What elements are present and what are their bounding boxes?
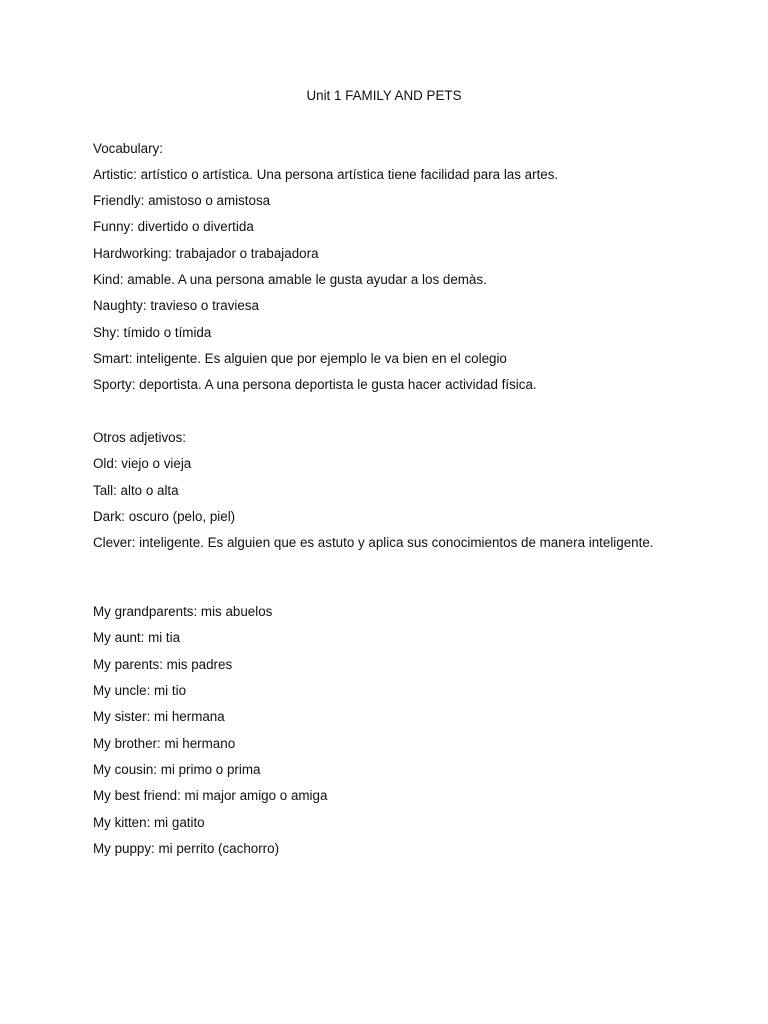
page-title: Unit 1 FAMILY AND PETS: [306, 88, 462, 103]
family-item-uncle: My uncle: mi tio: [93, 683, 187, 698]
vocabulary-item-kind: Kind: amable. A una persona amable le gusta ayudar a los demàs.: [93, 272, 487, 287]
family-item-sister: My sister: mi hermana: [93, 709, 225, 724]
vocabulary-item-funny: Funny: divertido o divertida: [93, 219, 254, 234]
adjective-item-tall: Tall: alto o alta: [93, 483, 179, 498]
adjective-item-old: Old: viejo o vieja: [93, 456, 192, 471]
vocabulary-item-smart: Smart: inteligente. Es alguien que por ejemplo le va bien en el colegio: [93, 351, 507, 366]
family-item-cousin: My cousin: mi primo o prima: [93, 762, 261, 777]
adjective-item-clever: Clever: inteligente. Es alguien que es astuto y aplica sus conocimientos de manera inteligente.: [93, 535, 654, 550]
family-item-brother: My brother: mi hermano: [93, 736, 236, 751]
vocabulary-item-naughty: Naughty: travieso o traviesa: [93, 298, 259, 313]
family-item-puppy: My puppy: mi perrito (cachorro): [93, 841, 280, 856]
vocabulary-item-friendly: Friendly: amistoso o amistosa: [93, 193, 271, 208]
vocabulary-item-hardworking: Hardworking: trabajador o trabajadora: [93, 246, 319, 261]
vocabulary-item-sporty: Sporty: deportista. A una persona deportista le gusta hacer actividad física.: [93, 377, 537, 392]
vocabulary-item-shy: Shy: tímido o tímida: [93, 325, 212, 340]
other-adjectives-heading: Otros adjetivos:: [93, 430, 187, 445]
vocabulary-heading: Vocabulary:: [93, 141, 163, 156]
family-item-best-friend: My best friend: mi major amigo o amiga: [93, 788, 328, 803]
family-item-grandparents: My grandparents: mis abuelos: [93, 604, 273, 619]
adjective-item-dark: Dark: oscuro (pelo, piel): [93, 509, 236, 524]
family-item-kitten: My kitten: mi gatito: [93, 815, 205, 830]
family-item-parents: My parents: mis padres: [93, 657, 233, 672]
vocabulary-item-artistic: Artistic: artístico o artística. Una persona artística tiene facilidad para las artes.: [93, 167, 559, 182]
family-item-aunt: My aunt: mi tia: [93, 630, 181, 645]
